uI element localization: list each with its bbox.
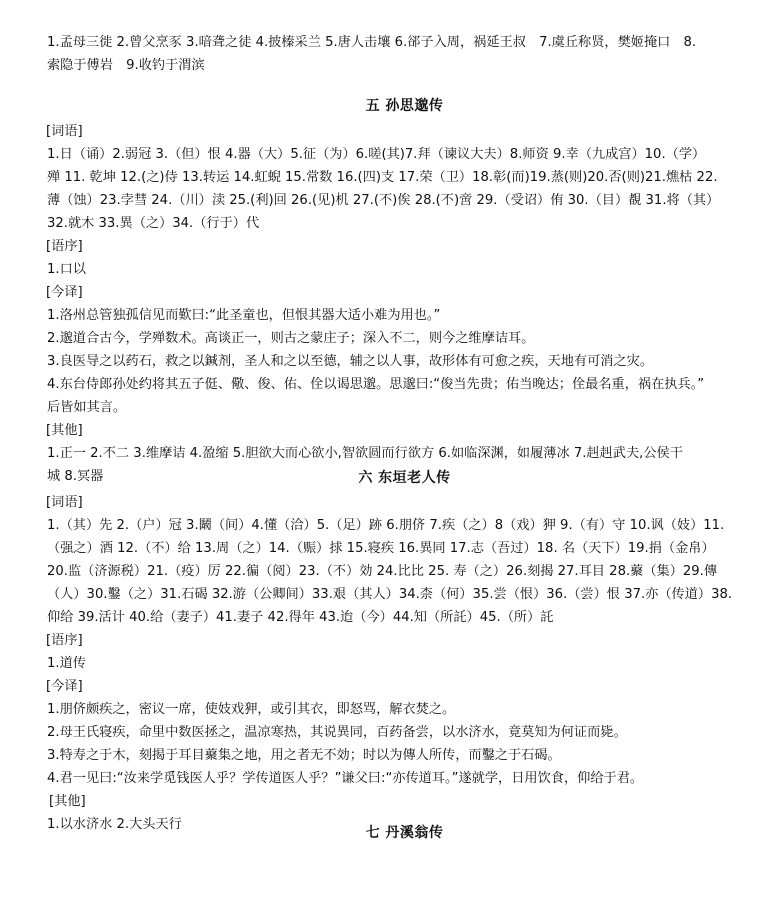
text-line: 1.日（诵）2.弱冠 3.（但）恨 4.器（大）5.征（为）6.嗟(其)7.拜（谏议大夫）8.师资 9.幸（九成宫）10.（学）: [47, 147, 706, 162]
text-line: 1.朋侪颇疾之，密议一席，使妓戏狎，或引其衣，即怒骂，解衣焚之。: [47, 702, 456, 717]
text-line: 仰给 39.活计 40.给（妻子）41.妻子 42.得年 43.迨（今）44.知（所託）45.（所）託: [47, 610, 554, 625]
text-line: 4.东台侍郎孙处约将其五子侹、儆、俊、佑、佺以谒思邈。思邈曰:“俊当先贵；佑当晚达；佺最名重，祸在执兵。”: [47, 377, 705, 392]
yuxu-label: [语序]: [46, 633, 83, 648]
text-line: 4.君一见曰:“汝来学觅钱医人乎？学传道医人乎？”谦父曰:“亦传道耳。”遂就学，日用饮食，仰给于君。: [47, 771, 644, 786]
qita-label: [其他]: [46, 423, 83, 438]
text-line: 殚 11. 乾坤 12.(之)侍 13.转运 14.虹蜺 15.常数 16.(四)支 17.荣（卫）18.彰(而)19.蒸(则)20.否(则)21.燋枯 22.: [47, 170, 718, 185]
section-five: [47, 95, 762, 117]
text-line: 后皆如其言。: [47, 400, 127, 415]
text-line: 1.口以: [47, 262, 86, 277]
text-line: （人）30.鑿（之）31.石碣 32.游（公卿间）33.艰（其人）34.柰（何）35.尝（恨）36.（尝）恨 37.亦（传道）38.: [47, 587, 733, 602]
section-five-body: [47, 120, 762, 488]
text-line: 1.正一 2.不二 3.维摩诘 4.盈缩 5.胆欲大而心欲小,智欲圆而行欲方 6.如临深渊，如履薄冰 7.赳赳武夫,公侯干: [47, 446, 683, 461]
section-six: [47, 467, 762, 489]
text-line: 2.母王氏寝疾，命里中数医拯之，温凉寒热，其说異同，百药备尝，以水济水，竟莫知为何证而毙。: [47, 725, 627, 740]
section-seven: [47, 822, 762, 844]
text-line: 薄（蚀）23.孛彗 24.（川）渎 25.(利)回 26.(见)机 27.(不)俟 28.(不)啻 29.（受诏）侑 30.（目）覩 31.将（其）: [47, 193, 720, 208]
section-heading: 六 东垣老人传: [358, 470, 451, 486]
text-line: （强之）酒 12.（不）给 13.周（之）14.（赈）捄 15.寝疾 16.異同 17.志（吾过）18. 名（天下）19.捐（金帛）: [47, 541, 715, 556]
intro-block: [47, 31, 762, 77]
cihui-label: [词语]: [46, 124, 83, 139]
text-line: 1.（其）先 2.（户）冠 3.鬫（间）4.懂（洽）5.（足）跡 6.朋侪 7.疾（之）8（戏）狎 9.（有）守 10.讽（妓）11.: [47, 518, 725, 533]
section-heading: 七 丹溪翁传: [365, 825, 444, 841]
text-line: 索隐于傅岩 9.收钓于渭滨: [47, 58, 205, 73]
text-line: 1.孟母三徙 2.曾父烹豕 3.喑聋之徒 4.披榛采兰 5.唐人击壤 6.郤子入周，祸延王叔 7.虞丘称贤，樊姬掩口 8.: [47, 35, 697, 50]
qita-label: [其他]: [49, 794, 86, 809]
jinyi-label: [今译]: [46, 679, 83, 694]
text-line: 3.良医导之以药石，救之以鍼剂，圣人和之以至德，辅之以人事，故形体有可愈之疾，天地有可消之灾。: [47, 354, 654, 369]
section-heading: 五 孙思邈传: [365, 98, 444, 114]
text-line: 1.以水济水 2.大头天行: [47, 817, 182, 832]
text-line: 3.特寿之于木，刻揭于耳目藂集之地，用之者无不効；时以为傳人所传，而鑿之于石碣。: [47, 748, 561, 763]
text-line: 20.监（济源税）21.（疫）厉 22.徧（阅）23.（不）効 24.比比 25. 寿（之）26.刻揭 27.耳目 28.藂（集）29.傳: [47, 564, 718, 579]
section-six-body: [47, 491, 762, 836]
text-line: 1.道传: [47, 656, 86, 671]
text-line: 2.邈道合古今，学殚数术。高谈正一，则古之蒙庄子；深入不二，则今之维摩诘耳。: [47, 331, 535, 346]
text-line: 32.就木 33.異（之）34.（行于）代: [47, 216, 260, 231]
yuxu-label: [语序]: [46, 239, 83, 254]
jinyi-label: [今译]: [46, 285, 83, 300]
text-line: 1.洛州总管独孤信见而歎曰:“此圣童也，但恨其器大适小难为用也。”: [47, 308, 441, 323]
text-line: 城 8.冥器: [47, 469, 104, 484]
cihui-label: [词语]: [46, 495, 83, 510]
